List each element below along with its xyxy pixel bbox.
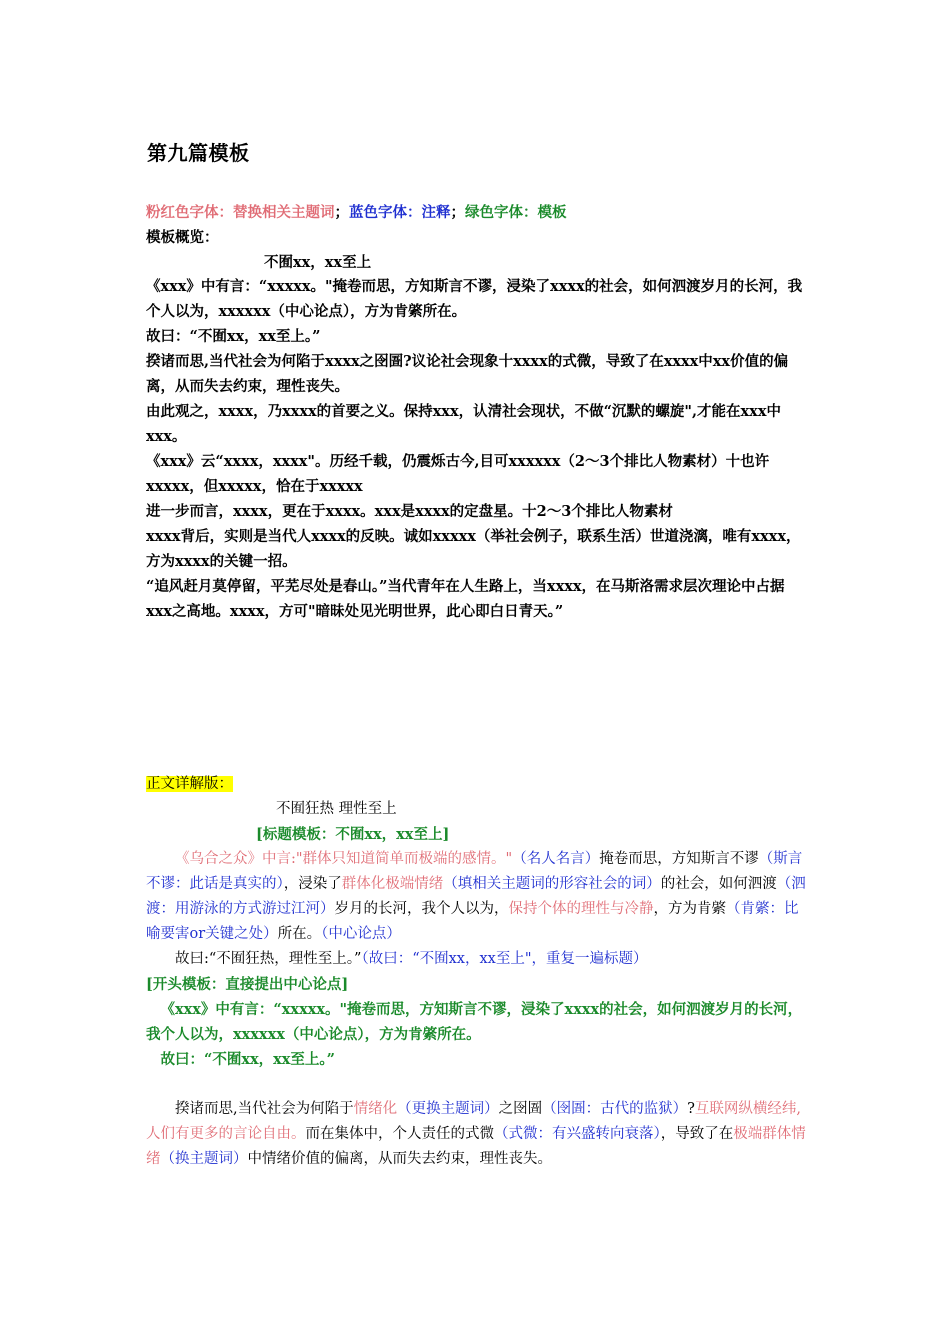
theme-text: 群体化极端情绪 [341, 876, 444, 892]
title-template-note: [标题模板：不囿xx，xx至上] [256, 826, 450, 843]
body-text: 故曰:“不囿狂热，理性至上。” [175, 951, 362, 967]
overview-paragraph: xxxx背后，实则是当代人xxxx的反映。诚如xxxxx（举社会例子，联系生活）世道浇漓，唯有xxxx，方为xxxx的关键一招。 [146, 528, 801, 570]
detailed-paragraph-2 [146, 947, 810, 972]
annotation: （斯言不谬：此话是真实的） [146, 851, 803, 892]
color-legend [146, 200, 810, 275]
overview-paragraph: 《xxx》云“xxxx，xxxx"。历经千载，仍震烁古今,目可xxxxxx（2～3个排比人物素材）十也许xxxxx，但xxxxx，恰在于xxxxx [146, 453, 770, 495]
body-text: 揆诸而思,当代社会为何陷于 [175, 1101, 354, 1117]
template-paragraph: 《xxx》中有言：“xxxxx。"掩卷而思，方知斯言不谬，浸染了xxxx的社会，如何泗渡岁月的长河，我个人以为，xxxxxx（中心论点），方为肯綮所在。 [146, 1001, 803, 1043]
legend-pink: 粉红色字体：替换相关主题词 [146, 204, 335, 221]
annotation: （中心论点） [321, 926, 401, 942]
body-text: 中情绪价值的偏离，从而失去约束，理性丧失。 [247, 1151, 552, 1167]
overview-paragraph: 揆诸而思,当代社会为何陷于xxxx之囹圄?议论社会现象十xxxx的式微，导致了在xxxx中xx价值的偏离，从而失去约束，理性丧失。 [146, 353, 789, 395]
overview-paragraph: 故曰：“不囿xx，xx至上。” [146, 328, 321, 345]
annotation: （换主题词） [160, 1151, 248, 1167]
overview-label: 模板概览： [146, 229, 219, 246]
body-text: ，方为肯綮 [653, 901, 726, 917]
annotation: （更换主题词） [397, 1101, 499, 1117]
body-text: 岁月的长河，我个人以为， [334, 901, 509, 917]
body-text: 而在集体中，个人责任的式微 [305, 1126, 494, 1142]
theme-text: 《乌合之众》中言:"群体只知道简单而极端的感情。" [175, 851, 513, 867]
legend-blue: 蓝色字体：注释 [349, 204, 451, 221]
overview-heading: 不囿xx，xx至上 [264, 254, 372, 271]
detailed-paragraph-3 [146, 1097, 810, 1172]
legend-green: 绿色字体：模板 [465, 204, 567, 221]
theme-text: 极端群体情绪 [146, 1126, 806, 1167]
opening-template-note: [开头模板：直接提出中心论点] [146, 976, 349, 993]
annotation: （肯綮：比喻要害or关键之处） [146, 901, 799, 942]
body-text: ? [687, 1101, 695, 1117]
annotation: （故曰：“不囿xx，xx至上"，重复一遍标题） [361, 951, 648, 967]
body-text: 的社会，如何泗渡 [660, 876, 777, 892]
body-text: ，浸染了 [283, 876, 342, 892]
legend-sep: ； [450, 204, 465, 221]
overview-paragraph: 《xxx》中有言：“xxxxx。"掩卷而思，方知斯言不谬，浸染了xxxx的社会，如何泗渡岁月的长河，我个人以为，xxxxxx（中心论点），方为肯綮所在。 [146, 278, 803, 320]
body-text: 之囹圄 [498, 1101, 543, 1117]
body-text: ，导致了在 [660, 1126, 734, 1142]
annotation: （填相关主题词的形容社会的词） [443, 876, 661, 892]
detailed-label: 正文详解版： [146, 776, 233, 792]
theme-text: 情绪化 [353, 1101, 398, 1117]
overview-body [146, 274, 810, 624]
overview-paragraph: 由此观之，xxxx，乃xxxx的首要之义。保持xxx，认清社会现状，不做“沉默的螺旋",才能在xxx中xxx。 [146, 403, 781, 445]
detailed-section [146, 772, 810, 1172]
detailed-heading: 不囿狂热 理性至上 [276, 801, 397, 817]
theme-text: 保持个体的理性与冷静 [508, 901, 654, 917]
legend-sep: ； [334, 204, 349, 221]
overview-paragraph: “追风赶月莫停留，平芜尽处是春山。”当代青年在人生路上，当xxxx，在马斯洛需求层次理论中占据xxx之高地。xxxx，方可"暗昧处见光明世界，此心即白日青天。” [146, 578, 785, 620]
template-paragraph: 故曰：“不囿xx，xx至上。” [160, 1051, 336, 1068]
annotation: （名人名言） [512, 851, 600, 867]
theme-text: 互联网纵横经纬,人们有更多的言论自由。 [146, 1101, 801, 1142]
overview-paragraph: 进一步而言，xxxx，更在于xxxx。xxx是xxxx的定盘星。十2～3个排比人物素材 [146, 503, 673, 520]
page-title: 第九篇模板 [147, 141, 250, 165]
annotation: （泗渡：用游泳的方式游过江河） [146, 876, 806, 917]
detailed-paragraph-1 [146, 847, 810, 947]
annotation: （囹圄：古代的监狱） [542, 1101, 688, 1117]
body-text: 所在。 [277, 926, 322, 942]
body-text: 掩卷而思，方知斯言不谬 [599, 851, 759, 867]
annotation: （式微：有兴盛转向衰落） [494, 1126, 661, 1142]
